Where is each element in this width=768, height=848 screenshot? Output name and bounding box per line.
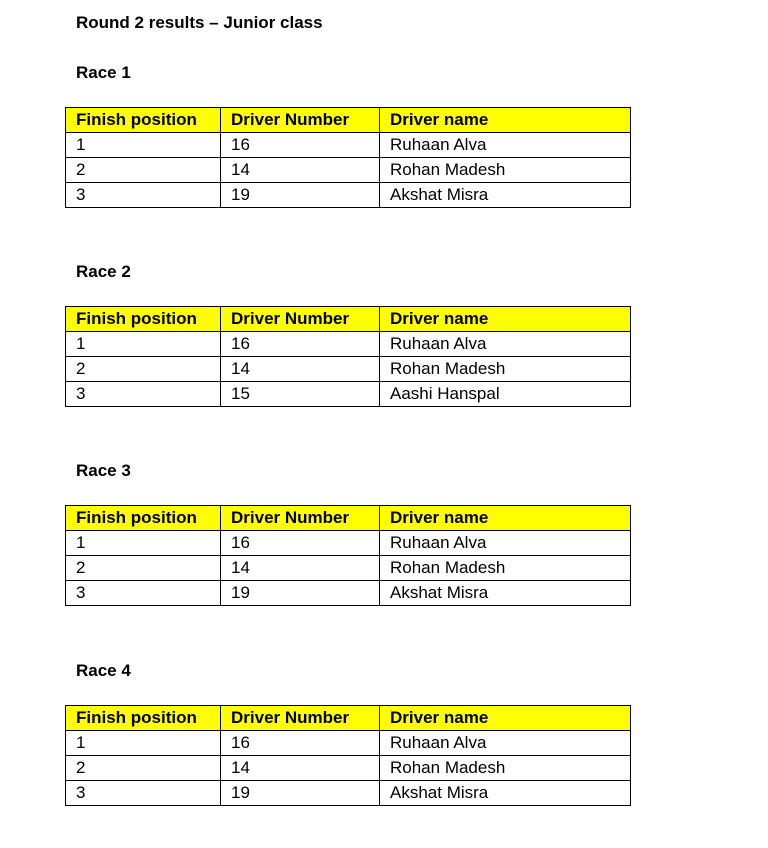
driver-name-cell: Ruhaan Alva <box>380 731 631 756</box>
finish-position-cell: 1 <box>66 133 221 158</box>
race-heading: Race 2 <box>76 262 131 281</box>
driver-name-cell: Rohan Madesh <box>380 556 631 581</box>
finish-position-cell: 2 <box>66 158 221 183</box>
race-heading: Race 4 <box>76 661 131 680</box>
column-header-finish-position: Finish position <box>66 108 221 133</box>
table-header-row <box>66 706 631 731</box>
results-table <box>65 705 631 806</box>
driver-number-cell: 19 <box>221 781 380 806</box>
table-header-row <box>66 307 631 332</box>
table-row <box>66 781 631 806</box>
driver-number-cell: 14 <box>221 158 380 183</box>
driver-name-cell: Akshat Misra <box>380 781 631 806</box>
finish-position-cell: 1 <box>66 531 221 556</box>
column-header-driver-number: Driver Number <box>221 706 380 731</box>
table-row <box>66 556 631 581</box>
table-header-row <box>66 108 631 133</box>
document-title: Round 2 results – Junior class <box>76 13 323 32</box>
column-header-driver-name: Driver name <box>380 108 631 133</box>
column-header-driver-number: Driver Number <box>221 307 380 332</box>
results-table <box>65 505 631 606</box>
finish-position-cell: 2 <box>66 756 221 781</box>
finish-position-cell: 1 <box>66 332 221 357</box>
finish-position-cell: 3 <box>66 781 221 806</box>
driver-name-cell: Akshat Misra <box>380 581 631 606</box>
driver-name-cell: Akshat Misra <box>380 183 631 208</box>
driver-number-cell: 14 <box>221 357 380 382</box>
column-header-driver-name: Driver name <box>380 506 631 531</box>
driver-number-cell: 19 <box>221 183 380 208</box>
column-header-finish-position: Finish position <box>66 506 221 531</box>
column-header-driver-name: Driver name <box>380 307 631 332</box>
driver-name-cell: Ruhaan Alva <box>380 531 631 556</box>
table-row <box>66 756 631 781</box>
table-row <box>66 382 631 407</box>
table-row <box>66 332 631 357</box>
column-header-driver-number: Driver Number <box>221 506 380 531</box>
finish-position-cell: 2 <box>66 357 221 382</box>
driver-name-cell: Aashi Hanspal <box>380 382 631 407</box>
driver-number-cell: 19 <box>221 581 380 606</box>
column-header-finish-position: Finish position <box>66 706 221 731</box>
table-row <box>66 731 631 756</box>
finish-position-cell: 2 <box>66 556 221 581</box>
driver-name-cell: Rohan Madesh <box>380 158 631 183</box>
column-header-driver-number: Driver Number <box>221 108 380 133</box>
results-table <box>65 107 631 208</box>
table-row <box>66 183 631 208</box>
driver-number-cell: 16 <box>221 531 380 556</box>
column-header-driver-name: Driver name <box>380 706 631 731</box>
driver-number-cell: 14 <box>221 556 380 581</box>
finish-position-cell: 3 <box>66 581 221 606</box>
driver-number-cell: 14 <box>221 756 380 781</box>
driver-name-cell: Rohan Madesh <box>380 756 631 781</box>
race-heading: Race 1 <box>76 63 131 82</box>
driver-number-cell: 16 <box>221 133 380 158</box>
table-row <box>66 133 631 158</box>
driver-name-cell: Rohan Madesh <box>380 357 631 382</box>
column-header-finish-position: Finish position <box>66 307 221 332</box>
finish-position-cell: 3 <box>66 382 221 407</box>
finish-position-cell: 1 <box>66 731 221 756</box>
driver-number-cell: 16 <box>221 731 380 756</box>
results-table <box>65 306 631 407</box>
driver-name-cell: Ruhaan Alva <box>380 133 631 158</box>
driver-name-cell: Ruhaan Alva <box>380 332 631 357</box>
race-heading: Race 3 <box>76 461 131 480</box>
driver-number-cell: 15 <box>221 382 380 407</box>
table-row <box>66 581 631 606</box>
table-row <box>66 357 631 382</box>
table-row <box>66 531 631 556</box>
table-row <box>66 158 631 183</box>
driver-number-cell: 16 <box>221 332 380 357</box>
finish-position-cell: 3 <box>66 183 221 208</box>
table-header-row <box>66 506 631 531</box>
